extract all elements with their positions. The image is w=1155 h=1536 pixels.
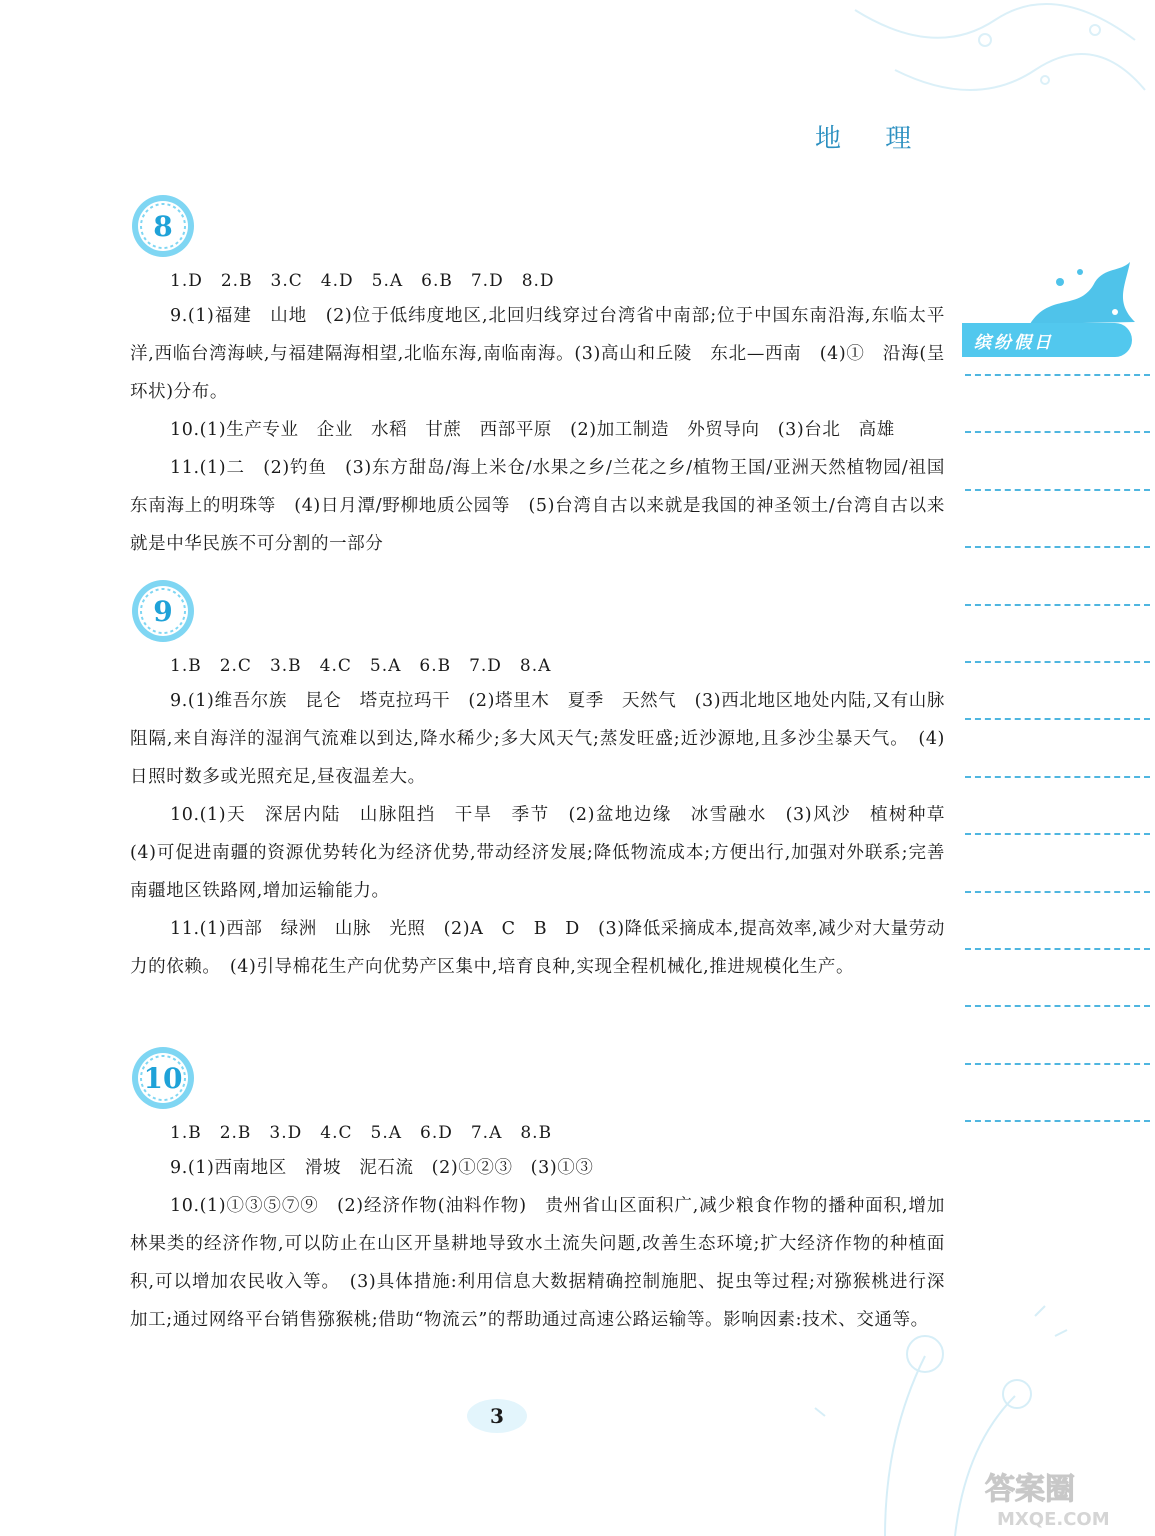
note-line — [965, 776, 1150, 778]
multiple-choice-answers: 1.B 2.C 3.B 4.C 5.A 6.B 7.D 8.A — [170, 656, 552, 676]
answer-paragraph: 10.(1)①③⑤⑦⑨ (2)经济作物(油料作物) 贵州省山区面积广,减少粮食作物的播种面积,增加林果类的经济作物,可以防止在山区开垦耕地导致水土流失问题,改善生态环境;扩大经济作物的种植面积,可以增加农民收入等。 (3)具体措施:利用信息大数据精确控制施肥、捉虫等过程;对猕猴桃进行深加工;通过网络平台销售猕猴桃;借助“物流云”的帮助通过高速公路运输等。影响因素:技术、交通等。 — [130, 1196, 945, 1330]
note-line — [965, 604, 1150, 606]
answer-paragraph: 9.(1)西南地区 滑坡 泥石流 (2)①②③ (3)①③ — [170, 1158, 594, 1178]
answer-paragraph: 9.(1)维吾尔族 昆仑 塔克拉玛干 (2)塔里木 夏季 天然气 (3)西北地区地处内陆,又有山脉阻隔,来自海洋的湿润气流难以到达,降水稀少;多大风天气;蒸发旺盛;近沙源地,且多沙尘暴天气。 (4)日照时数多或光照充足,昼夜温差大。 — [130, 691, 945, 787]
note-line — [965, 1063, 1150, 1065]
page-subject-title: 地 理 — [815, 124, 930, 154]
section-badge — [130, 193, 196, 259]
svg-text:MXQE.COM: MXQE.COM — [997, 1509, 1110, 1530]
answer-paragraph: 9.(1)福建 山地 (2)位于低纬度地区,北回归线穿过台湾省中南部;位于中国东南沿海,东临太平洋,西临台湾海峡,与福建隔海相望,北临东海,南临南海。(3)高山和丘陵 东北—西南 (4)① 沿海(呈环状)分布。 — [130, 306, 945, 402]
section-badge — [130, 1045, 196, 1111]
note-line — [965, 948, 1150, 950]
note-line — [965, 661, 1150, 663]
note-line — [965, 1120, 1150, 1122]
note-line — [965, 718, 1150, 720]
note-line — [965, 489, 1150, 491]
answer-section-9 — [130, 578, 964, 986]
svg-text:答案圈: 答案圈 — [985, 1472, 1075, 1507]
note-line — [965, 833, 1150, 835]
answer-section-10 — [130, 1045, 945, 1339]
wave-splash-icon — [1020, 262, 1140, 332]
note-line — [965, 431, 1150, 433]
section-number: 10 — [143, 1061, 183, 1095]
answer-paragraph: 10.(1)生产专业 企业 水稻 甘蔗 西部平原 (2)加工制造 外贸导向 (3)台北 高雄 — [170, 420, 895, 440]
answer-paragraph: 11.(1)二 (2)钓鱼 (3)东方甜岛/海上米仓/水果之乡/兰花之乡/植物王国/亚洲天然植物园/祖国东南海上的明珠等 (4)日月潭/野柳地质公园等 (5)台湾自古以来就是我国的神圣领土/台湾自古以来就是中华民族不可分割的一部分 — [130, 458, 945, 554]
note-line — [965, 891, 1150, 893]
section-badge — [130, 578, 196, 644]
sidebar-ribbon-label: 缤纷假日 — [962, 323, 1132, 357]
answer-paragraph: 11.(1)西部 绿洲 山脉 光照 (2)A C B D (3)降低采摘成本,提高效率,减少对大量劳动力的依赖。 (4)引导棉花生产向优势产区集中,培育良种,实现全程机械化,推进规模化生产。 — [130, 919, 945, 977]
decorative-splash-top — [735, 0, 1155, 150]
note-line — [965, 374, 1150, 376]
answer-paragraph: 10.(1)天 深居内陆 山脉阻挡 干旱 季节 (2)盆地边缘 冰雪融水 (3)风沙 植树种草 (4)可促进南疆的资源优势转化为经济优势,带动经济发展;降低物流成本;方便出行,加强对外联系;完善南疆地区铁路网,增加运输能力。 — [130, 805, 964, 901]
page-number: 3 — [490, 1404, 504, 1428]
multiple-choice-answers: 1.D 2.B 3.C 4.D 5.A 6.B 7.D 8.D — [170, 271, 555, 291]
watermark-logo — [975, 1465, 1150, 1531]
note-line — [965, 1005, 1150, 1007]
section-number: 9 — [153, 594, 173, 628]
note-line — [965, 546, 1150, 548]
section-number: 8 — [153, 209, 173, 243]
multiple-choice-answers: 1.B 2.B 3.D 4.C 5.A 6.D 7.A 8.B — [170, 1123, 553, 1143]
answer-section-8 — [130, 193, 945, 563]
